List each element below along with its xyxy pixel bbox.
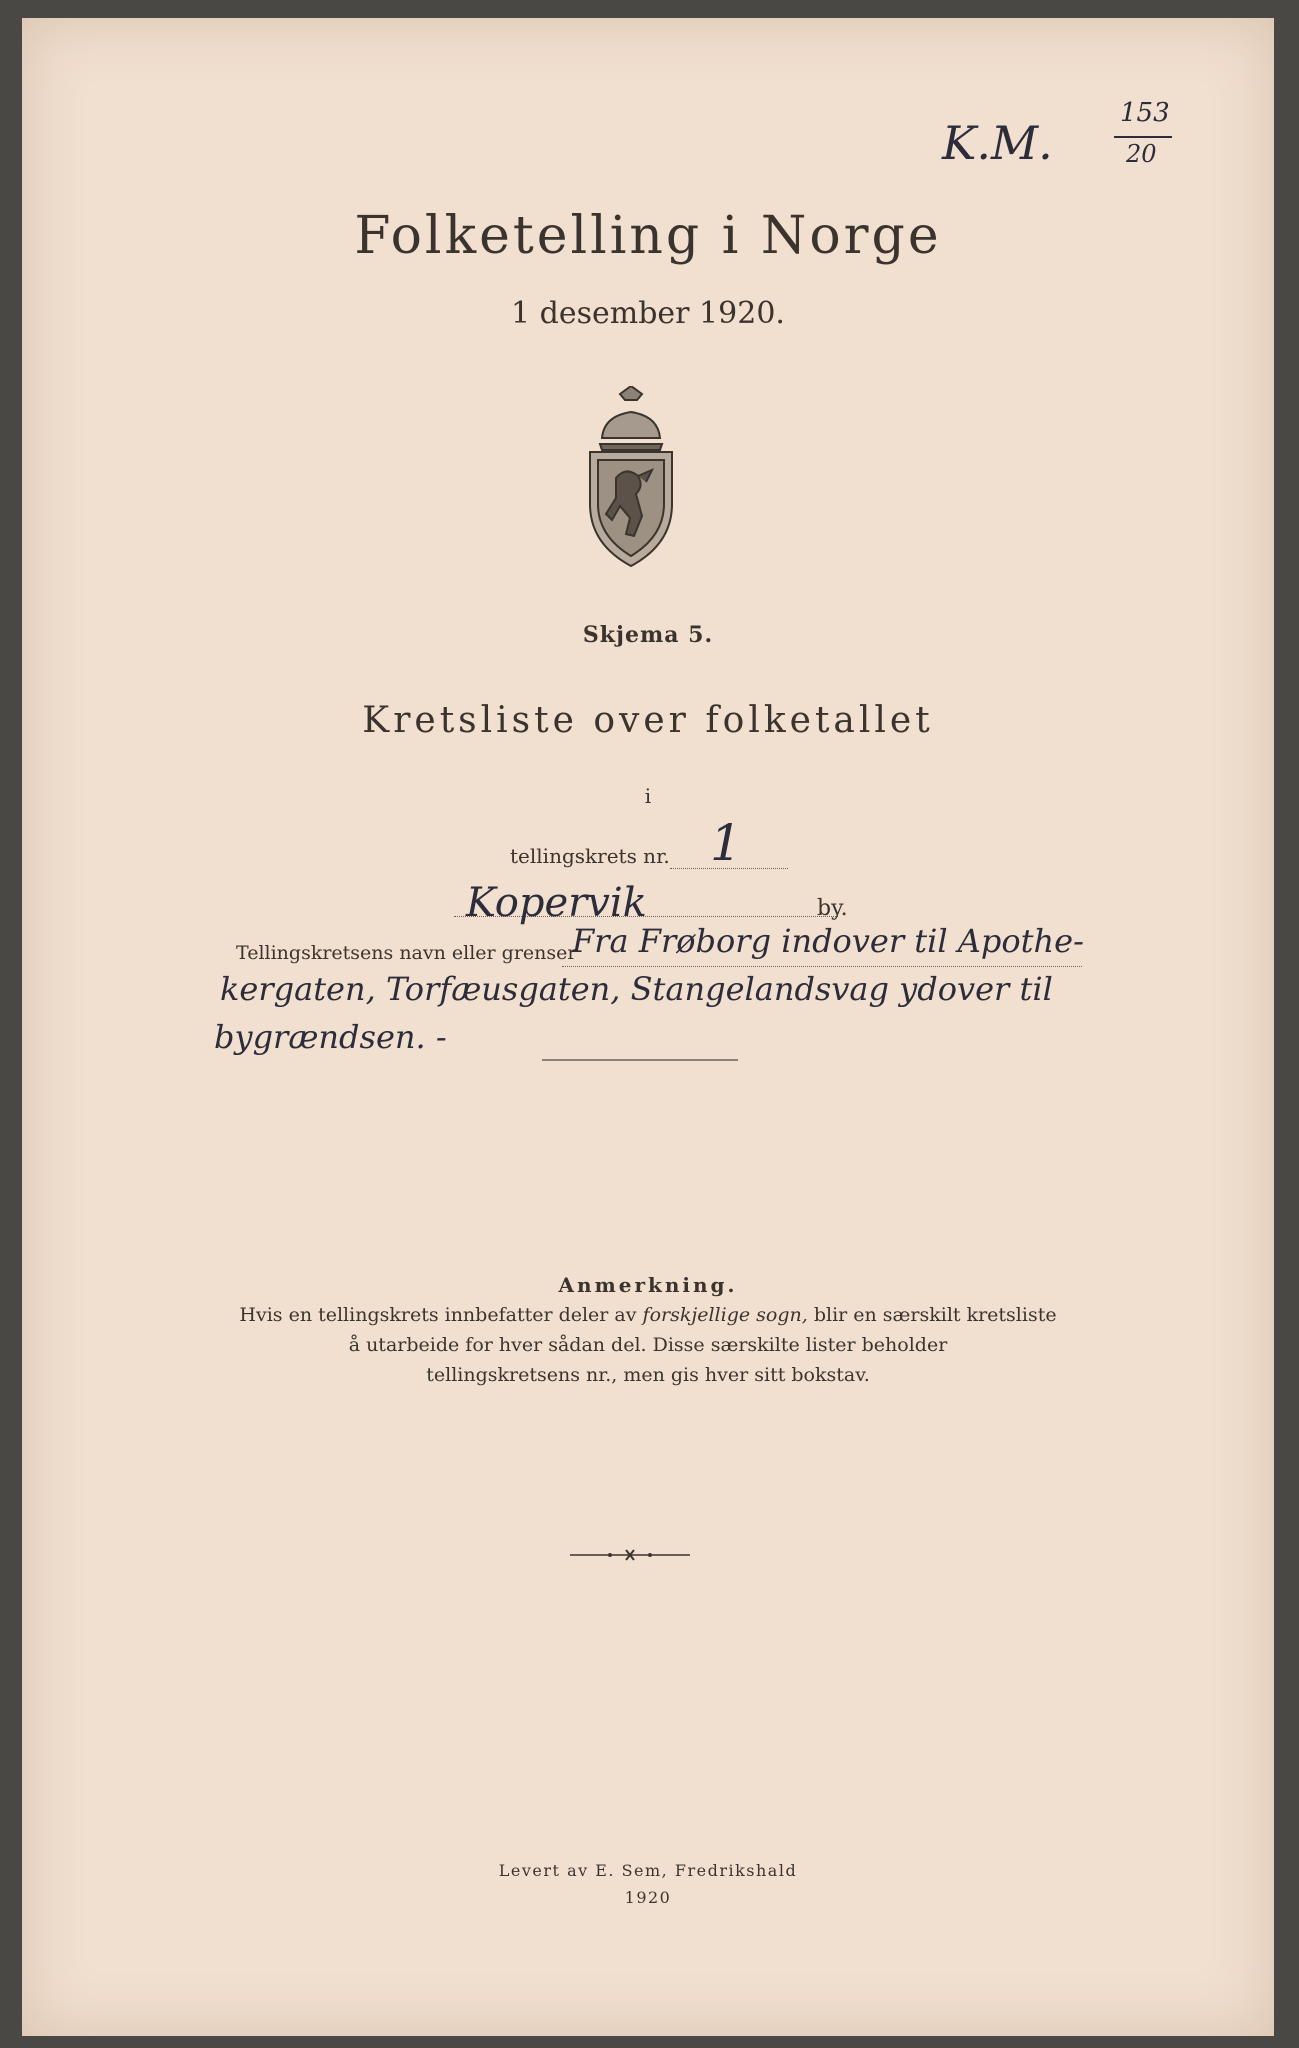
printer-year: 1920 xyxy=(624,1888,672,1907)
ornament-icon xyxy=(570,1548,690,1562)
archive-fraction-top: 153 xyxy=(1120,98,1170,128)
town-suffix: by. xyxy=(817,896,848,921)
separator-line xyxy=(542,1059,738,1061)
schema-number: Skjema 5. xyxy=(582,622,714,648)
list-title: Kretsliste over folketallet xyxy=(362,700,934,741)
note-line-1-end: blir en særskilt kretsliste xyxy=(807,1304,1057,1326)
preposition-i: i xyxy=(644,784,652,808)
archive-fraction-bar xyxy=(1114,136,1172,138)
census-date: 1 desember 1920. xyxy=(511,296,785,331)
bounds-label: Tellingskretsens navn eller grenser xyxy=(236,942,577,964)
note-line-2: å utarbeide for hver sådan del. Disse særskilte lister beholder xyxy=(348,1334,948,1356)
note-line-1-emphasis: forskjellige sogn, xyxy=(642,1304,808,1326)
note-line-1-start: Hvis en tellingskrets innbefatter deler av xyxy=(239,1304,643,1326)
note-line-3: tellingskretsens nr., men gis hver sitt bokstav. xyxy=(426,1364,870,1386)
bounds-line-1: Fra Frøborg indover til Apothe- xyxy=(572,922,1084,960)
coat-of-arms-icon xyxy=(582,386,680,576)
bounds-line-3: bygrændsen. - xyxy=(214,1018,447,1056)
document-page xyxy=(22,18,1274,2036)
archive-fraction-bottom: 20 xyxy=(1126,140,1157,168)
printer-credit: Levert av E. Sem, Fredrikshald xyxy=(498,1861,798,1880)
bounds-line-2: kergaten, Torfæusgaten, Stangelandsvag ydover til xyxy=(220,970,1053,1008)
document-title: Folketelling i Norge xyxy=(354,206,942,266)
archive-mark-text: K.M. xyxy=(942,116,1053,170)
district-number-value: 1 xyxy=(710,814,742,872)
note-line-1 xyxy=(22,1304,1274,1326)
district-label: tellingskrets nr. xyxy=(510,844,670,868)
town-name-value: Kopervik xyxy=(466,880,647,926)
note-title: Anmerkning. xyxy=(558,1273,738,1297)
